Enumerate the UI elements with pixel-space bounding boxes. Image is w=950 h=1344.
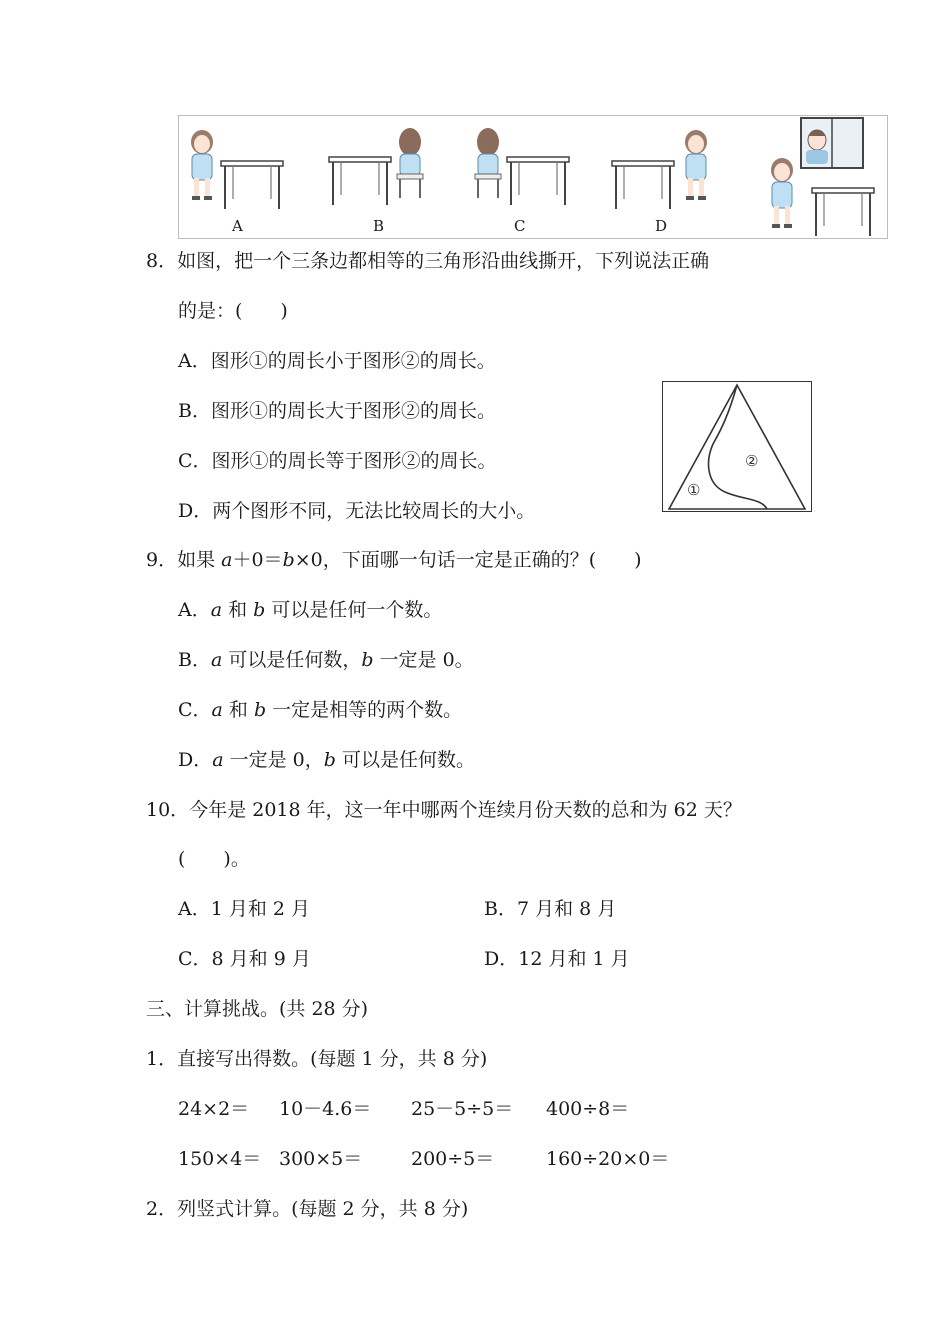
- calc2-title: 2．列竖式计算。(每题 2 分，共 8 分): [146, 1198, 469, 1220]
- q10-stem-line2: ( )。: [178, 848, 250, 870]
- option-text: 一定是 0，: [223, 749, 324, 771]
- option-text: 一定是相等的两个数。: [266, 699, 463, 721]
- q10-stem-line1: [146, 797, 742, 823]
- option-prefix: C．: [178, 699, 212, 721]
- q9-var-a: a: [221, 549, 233, 571]
- calc1-r1-c1: 24×2＝: [178, 1098, 250, 1120]
- q9-stem-mid2: ×0，下面哪一句话一定是正确的？( ): [294, 549, 642, 571]
- var-b: b: [361, 649, 374, 671]
- q9-option-c[interactable]: [178, 697, 462, 723]
- q8-stem-line1: [146, 248, 709, 274]
- figure-label-c: C: [514, 217, 526, 235]
- calc1-r1-c4: 400÷8＝: [546, 1098, 630, 1120]
- calc1-r2-c1: 150×4＝: [178, 1148, 262, 1170]
- view-a-table: [221, 161, 283, 209]
- q8-stem-line2: 的是：( ): [178, 300, 288, 322]
- q10-number: 10．: [146, 799, 190, 821]
- var-b: b: [253, 599, 266, 621]
- region-1-label: ①: [687, 481, 701, 499]
- observation-figure: [178, 115, 888, 239]
- calc1-r2-c3: 200÷5＝: [411, 1148, 495, 1170]
- var-b: b: [253, 699, 267, 721]
- option-text: 可以是任何数，: [222, 649, 362, 671]
- observation-figure-svg: [179, 116, 887, 238]
- q8-option-b[interactable]: B．图形①的周长大于图形②的周长。: [178, 400, 496, 422]
- q9-var-b: b: [282, 549, 295, 571]
- option-prefix: B．: [178, 649, 211, 671]
- q10-stem-text: 今年是 2018 年，这一年中哪两个连续月份天数的总和为 62 天？: [189, 799, 742, 821]
- q10-option-c[interactable]: C．8 月和 9 月: [178, 948, 311, 970]
- var-a: a: [212, 749, 224, 771]
- q9-stem-mid1: ＋0＝: [232, 549, 283, 571]
- section3-title: 三、计算挑战。(共 28 分): [146, 998, 369, 1020]
- option-prefix: A．: [178, 599, 211, 621]
- view-b-girl: [397, 128, 423, 198]
- option-text: 一定是 0。: [373, 649, 474, 671]
- view-a-girl: [191, 130, 213, 200]
- option-text: 和: [222, 599, 254, 621]
- window-observer: [801, 118, 863, 168]
- view-window-girl: [771, 158, 793, 228]
- q8-option-c[interactable]: C．图形①的周长等于图形②的周长。: [178, 450, 497, 472]
- figure-label-d: D: [655, 217, 668, 235]
- var-b: b: [323, 749, 336, 771]
- view-c-table: [507, 157, 569, 205]
- var-a: a: [210, 599, 223, 621]
- q9-option-a[interactable]: [178, 597, 442, 623]
- option-text: 和: [222, 699, 254, 721]
- q8-option-a[interactable]: A．图形①的周长小于图形②的周长。: [178, 350, 496, 372]
- triangle-figure: [662, 381, 812, 512]
- option-prefix: D．: [178, 749, 213, 771]
- q9-number: 9．: [146, 549, 178, 571]
- region-2-label: ②: [745, 452, 759, 470]
- q8-stem-text: 如图，把一个三条边都相等的三角形沿曲线撕开，下列说法正确: [177, 250, 710, 272]
- view-b-table: [329, 157, 391, 205]
- calc1-r2-c4: 160÷20×0＝: [546, 1148, 670, 1170]
- q8-option-d[interactable]: D．两个图形不同，无法比较周长的大小。: [178, 500, 536, 522]
- calc1-r2-c2: 300×5＝: [279, 1148, 363, 1170]
- calc1-r1-c2: 10－4.6＝: [279, 1098, 372, 1120]
- var-a: a: [210, 649, 223, 671]
- view-d-girl: [685, 130, 707, 200]
- figure-label-a: A: [232, 217, 243, 235]
- q9-stem-pre: 如果: [177, 549, 222, 571]
- calc1-r1-c3: 25－5÷5＝: [411, 1098, 514, 1120]
- q8-number: 8．: [146, 250, 178, 272]
- calc1-title: 1．直接写出得数。(每题 1 分，共 8 分): [146, 1048, 488, 1070]
- var-a: a: [211, 699, 223, 721]
- triangle-svg: [663, 382, 811, 511]
- view-c-girl: [475, 128, 501, 198]
- q9-stem: [146, 547, 642, 573]
- q10-option-a[interactable]: A．1 月和 2 月: [178, 898, 311, 920]
- view-d-table: [612, 161, 674, 209]
- q10-option-b[interactable]: B．7 月和 8 月: [484, 898, 617, 920]
- tear-curve: [709, 385, 767, 509]
- q9-option-d[interactable]: [178, 747, 475, 773]
- option-text: 可以是任何数。: [335, 749, 475, 771]
- option-text: 可以是任何一个数。: [265, 599, 443, 621]
- q9-option-b[interactable]: [178, 647, 474, 673]
- view-window-table: [812, 188, 874, 236]
- figure-label-b: B: [373, 217, 385, 235]
- q10-option-d[interactable]: D．12 月和 1 月: [484, 948, 630, 970]
